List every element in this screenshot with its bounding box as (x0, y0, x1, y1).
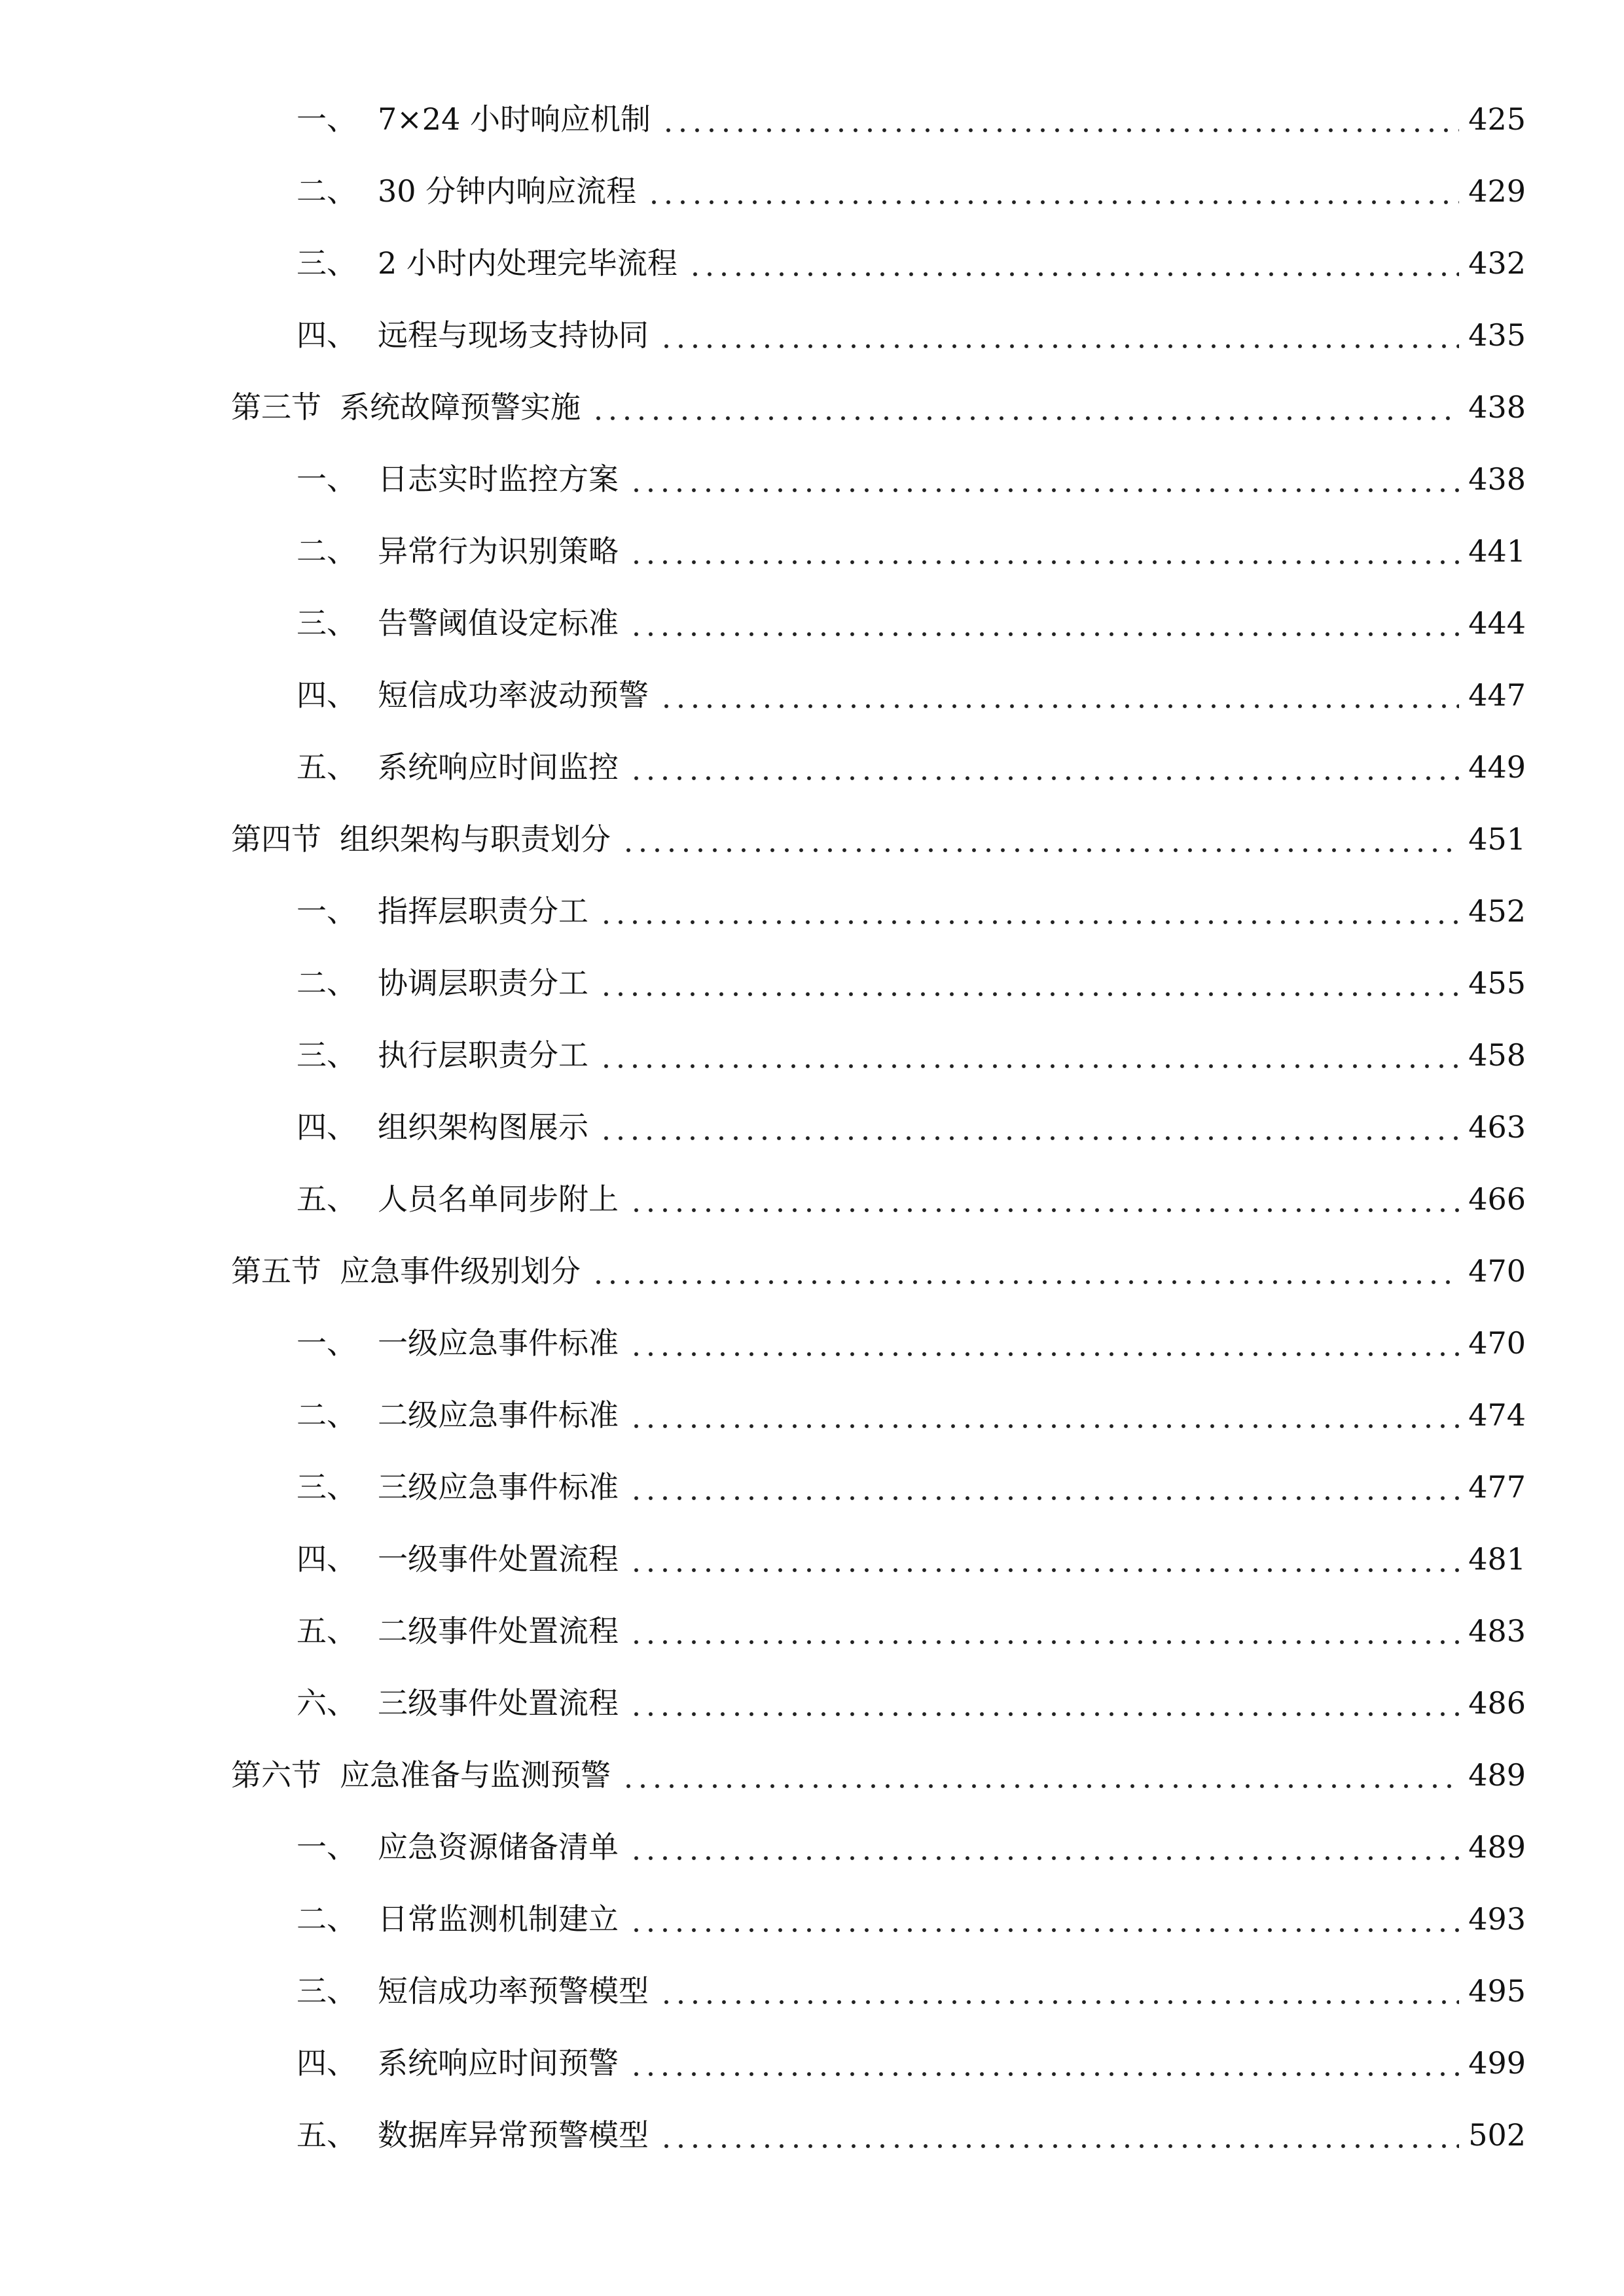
toc-entry[interactable] (0, 93, 1624, 145)
toc-entry-title: 数据库异常预警模型 (378, 2117, 649, 2153)
toc-entry[interactable] (0, 1677, 1624, 1729)
toc-page-number: 444 (1468, 605, 1526, 641)
toc-entry[interactable] (0, 2109, 1624, 2161)
toc-section-entry[interactable] (0, 381, 1624, 433)
toc-dot-leader (629, 615, 1459, 645)
toc-page-number: 435 (1468, 317, 1526, 353)
toc-section-number: 第六节 (231, 1757, 321, 1793)
toc-entry-title: 系统响应时间监控 (378, 749, 619, 785)
toc-entry-title: 协调层职责分工 (378, 965, 588, 1001)
toc-entry[interactable] (0, 1893, 1624, 1945)
toc-entry-number: 四、 (297, 2045, 357, 2081)
toc-page-number: 432 (1468, 245, 1526, 281)
toc-entry[interactable] (0, 2037, 1624, 2089)
toc-page-number: 489 (1468, 1829, 1526, 1865)
toc-entry-number: 三、 (297, 245, 357, 281)
toc-entry[interactable] (0, 525, 1624, 577)
toc-entry-number: 一、 (297, 1325, 357, 1361)
toc-entry-title: 远程与现场支持协同 (378, 317, 649, 353)
toc-dot-leader (629, 1479, 1459, 1509)
toc-entry-title: 三级应急事件标准 (378, 1469, 619, 1505)
toc-entry-number: 三、 (297, 1469, 357, 1505)
toc-entry-title: 告警阈值设定标准 (378, 605, 619, 641)
toc-entry-number: 五、 (297, 1613, 357, 1649)
toc-page-number: 470 (1468, 1253, 1526, 1289)
toc-dot-leader (591, 1263, 1459, 1293)
toc-section-entry[interactable] (0, 813, 1624, 865)
toc-entry-title: 异常行为识别策略 (378, 533, 619, 569)
toc-dot-leader (629, 2054, 1459, 2085)
toc-page-number: 495 (1468, 1973, 1526, 2009)
toc-entry-title: 应急资源储备清单 (378, 1829, 619, 1865)
toc-entry-number: 四、 (297, 677, 357, 713)
toc-entry-title: 短信成功率波动预警 (378, 677, 649, 713)
toc-entry-number: 五、 (297, 2117, 357, 2153)
toc-entry-number: 四、 (297, 317, 357, 353)
toc-entry-number: 五、 (297, 1181, 357, 1217)
toc-entry-number: 一、 (297, 101, 357, 137)
toc-page-number: 499 (1468, 2045, 1526, 2081)
toc-entry[interactable] (0, 309, 1624, 361)
toc-page-number: 489 (1468, 1757, 1526, 1793)
toc-page-number: 451 (1468, 821, 1526, 857)
toc-dot-leader (659, 2126, 1459, 2157)
toc-entry-title: 30 分钟内响应流程 (378, 173, 637, 209)
toc-dot-leader (629, 1839, 1459, 1869)
toc-entry-title: 日志实时监控方案 (378, 461, 619, 497)
toc-entry-title: 日常监测机制建立 (378, 1901, 619, 1937)
toc-entry[interactable] (0, 1965, 1624, 2017)
toc-entry[interactable] (0, 453, 1624, 505)
toc-entry-number: 三、 (297, 1973, 357, 2009)
toc-page-number: 441 (1468, 533, 1526, 569)
toc-entry[interactable] (0, 957, 1624, 1009)
toc-dot-leader (591, 399, 1459, 429)
toc-dot-leader (659, 687, 1459, 717)
toc-entry[interactable] (0, 1533, 1624, 1585)
toc-entry-title: 三级事件处置流程 (378, 1685, 619, 1721)
toc-dot-leader (629, 759, 1459, 789)
toc-dot-leader (621, 831, 1459, 861)
toc-entry-number: 一、 (297, 1829, 357, 1865)
toc-dot-leader (659, 1982, 1459, 2013)
toc-entry-title: 人员名单同步附上 (378, 1181, 619, 1217)
toc-dot-leader (599, 903, 1459, 933)
toc-page-number: 502 (1468, 2117, 1526, 2153)
toc-entry-title: 指挥层职责分工 (378, 893, 588, 929)
toc-dot-leader (659, 327, 1459, 357)
toc-dot-leader (629, 1191, 1459, 1221)
toc-section-title: 系统故障预警实施 (340, 389, 581, 425)
toc-entry[interactable] (0, 165, 1624, 217)
toc-entry-number: 一、 (297, 461, 357, 497)
toc-section-entry[interactable] (0, 1245, 1624, 1297)
toc-page-number: 452 (1468, 893, 1526, 929)
toc-page-number: 486 (1468, 1685, 1526, 1721)
toc-page-number: 493 (1468, 1901, 1526, 1937)
toc-entry[interactable] (0, 1821, 1624, 1873)
toc-entry[interactable] (0, 885, 1624, 937)
toc-entry[interactable] (0, 1461, 1624, 1513)
toc-entry[interactable] (0, 1029, 1624, 1081)
toc-entry[interactable] (0, 669, 1624, 721)
toc-entry-number: 一、 (297, 893, 357, 929)
toc-page-number: 470 (1468, 1325, 1526, 1361)
toc-entry[interactable] (0, 1101, 1624, 1153)
toc-entry[interactable] (0, 1605, 1624, 1657)
toc-page-number: 466 (1468, 1181, 1526, 1217)
toc-dot-leader (629, 1407, 1459, 1437)
toc-page-number: 477 (1468, 1469, 1526, 1505)
toc-entry-number: 二、 (297, 1901, 357, 1937)
toc-entry-number: 三、 (297, 605, 357, 641)
toc-page-number: 449 (1468, 749, 1526, 785)
toc-page-number: 483 (1468, 1613, 1526, 1649)
toc-entry-number: 六、 (297, 1685, 357, 1721)
toc-entry-number: 五、 (297, 749, 357, 785)
toc-page-number: 458 (1468, 1037, 1526, 1073)
toc-dot-leader (661, 111, 1459, 141)
toc-entry-title: 一级事件处置流程 (378, 1541, 619, 1577)
toc-entry-title: 一级应急事件标准 (378, 1325, 619, 1361)
toc-section-number: 第五节 (231, 1253, 321, 1289)
toc-page-number: 474 (1468, 1397, 1526, 1433)
toc-dot-leader (629, 1910, 1459, 1941)
toc-entry-number: 二、 (297, 173, 357, 209)
toc-entry-title: 组织架构图展示 (378, 1109, 588, 1145)
toc-section-title: 组织架构与职责划分 (340, 821, 611, 857)
toc-entry-number: 三、 (297, 1037, 357, 1073)
toc-entry[interactable] (0, 1389, 1624, 1441)
toc-entry[interactable] (0, 1317, 1624, 1369)
toc-dot-leader (629, 1623, 1459, 1653)
toc-page-number: 481 (1468, 1541, 1526, 1577)
toc-page-number: 425 (1468, 101, 1526, 137)
toc-section-title: 应急准备与监测预警 (340, 1757, 611, 1793)
toc-entry-title: 7×24 小时响应机制 (378, 101, 651, 137)
toc-dot-leader (629, 1695, 1459, 1725)
toc-entry[interactable] (0, 597, 1624, 649)
toc-dot-leader (688, 255, 1459, 285)
toc-entry[interactable] (0, 1173, 1624, 1225)
toc-entry-title: 2 小时内处理完毕流程 (378, 245, 677, 281)
toc-dot-leader (629, 1335, 1459, 1365)
toc-entry[interactable] (0, 741, 1624, 793)
toc-dot-leader (629, 1551, 1459, 1581)
toc-page-number: 463 (1468, 1109, 1526, 1145)
toc-page-number: 455 (1468, 965, 1526, 1001)
toc-dot-leader (629, 543, 1459, 573)
toc-entry-title: 二级事件处置流程 (378, 1613, 619, 1649)
toc-dot-leader (621, 1767, 1459, 1797)
toc-entry-number: 二、 (297, 1397, 357, 1433)
toc-entry[interactable] (0, 237, 1624, 289)
toc-section-number: 第三节 (231, 389, 321, 425)
toc-page-number: 429 (1468, 173, 1526, 209)
toc-dot-leader (599, 975, 1459, 1005)
toc-section-title: 应急事件级别划分 (340, 1253, 581, 1289)
toc-section-entry[interactable] (0, 1749, 1624, 1801)
toc-entry-title: 执行层职责分工 (378, 1037, 588, 1073)
toc-entry-number: 四、 (297, 1109, 357, 1145)
toc-page-number: 447 (1468, 677, 1526, 713)
toc-dot-leader (599, 1119, 1459, 1149)
toc-dot-leader (647, 183, 1459, 213)
toc-entry-title: 短信成功率预警模型 (378, 1973, 649, 2009)
toc-entry-number: 二、 (297, 533, 357, 569)
toc-entry-number: 四、 (297, 1541, 357, 1577)
toc-section-number: 第四节 (231, 821, 321, 857)
toc-dot-leader (629, 471, 1459, 501)
toc-page-number: 438 (1468, 461, 1526, 497)
toc-entry-number: 二、 (297, 965, 357, 1001)
toc-dot-leader (599, 1047, 1459, 1077)
toc-entry-title: 二级应急事件标准 (378, 1397, 619, 1433)
toc-page-number: 438 (1468, 389, 1526, 425)
toc-entry-title: 系统响应时间预警 (378, 2045, 619, 2081)
